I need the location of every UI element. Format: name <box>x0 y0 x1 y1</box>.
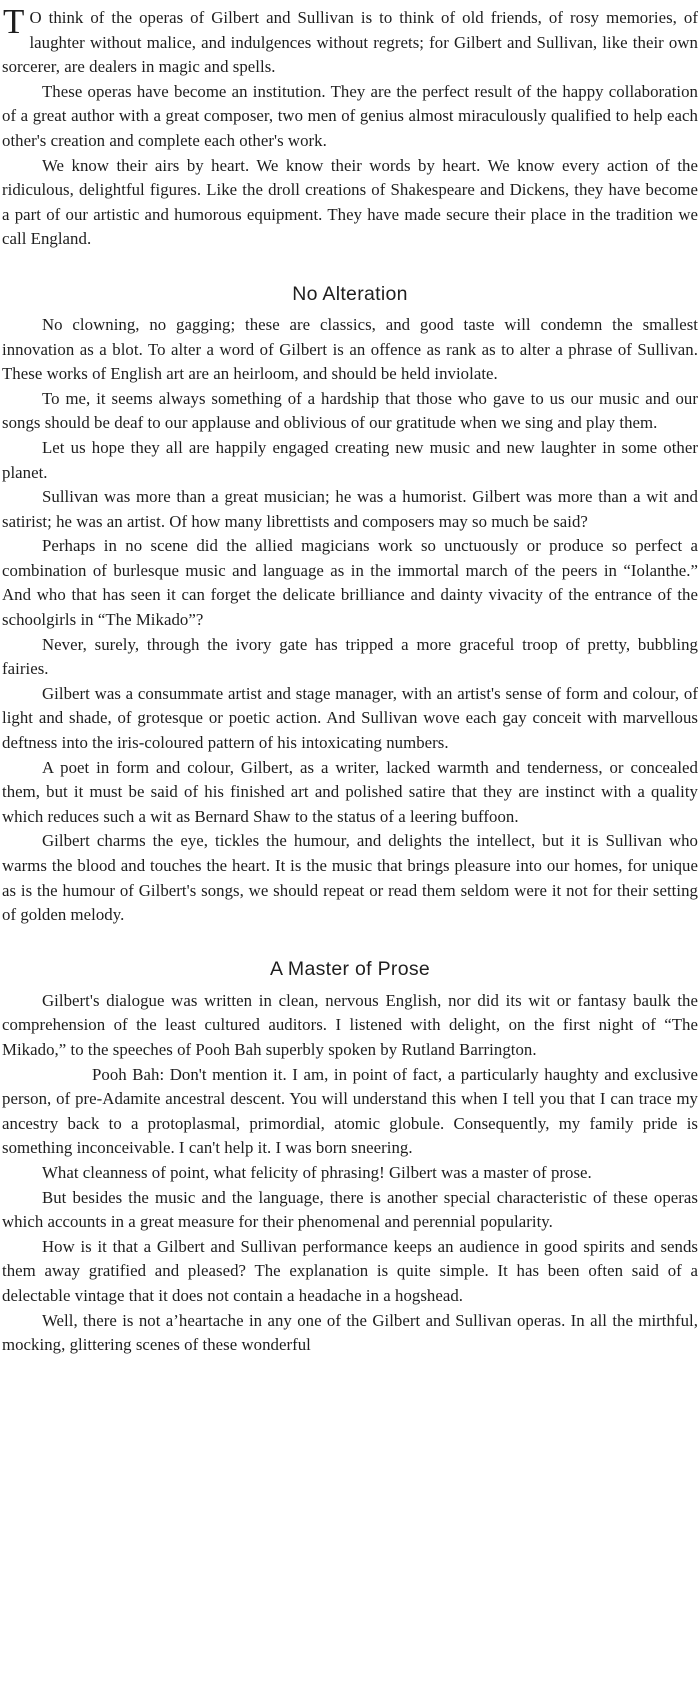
master-of-prose-paragraph: What cleanness of point, what felicity of phrasing! Gilbert was a master of prose. <box>42 1162 592 1182</box>
intro-paragraph-1 <box>2 2 698 80</box>
no-alteration-paragraph: No clowning, no gagging; these are classics, and good taste will condemn the smallest innovation as a blot. To alter a word of Gilbert is an offence as rank as to alter a phrase of Sullivan. These works of English art are an heirloom, and should be held inviolate. <box>2 314 698 384</box>
master-of-prose-paragraph: But besides the music and the language, there is another special characteristic of these operas which accounts in a great measure for their phenomenal and perennial popularity. <box>2 1187 698 1232</box>
master-of-prose-section <box>2 949 698 1358</box>
no-alteration-paragraph: Let us hope they all are happily engaged creating new music and new laughter in some other planet. <box>2 437 698 482</box>
no-alteration-paragraph: Sullivan was more than a great musician; he was a humorist. Gilbert was more than a wit and satirist; he was an artist. Of how many librettists and composers may so much be said? <box>2 487 698 531</box>
intro-paragraph-2: These operas have become an institution. They are the perfect result of the happy collaboration of a great author with a great composer, two men of genius almost miraculously qualified to help each other's creation and complete each other's work. <box>2 81 698 150</box>
pooh-bah-quote: Pooh Bah: Don't mention it. I am, in point of fact, a particularly haughty and exclusive person, of pre-Adamite ancestral descent. You will understand this when I tell you that I can trace my ancestry back to a protoplasmal, primordial, atomic globule. Consequently, my family pride is something inconceivable. I can't help it. I was born sneering. <box>2 1064 698 1158</box>
no-alteration-paragraph: Gilbert was a consummate artist and stage manager, with an artist's sense of form and colour, of light and shade, of grotesque or poetic action. And Sullivan wove each gay conceit with marvellous deftness into the iris-coloured pattern of his intoxicating numbers. <box>2 683 698 753</box>
no-alteration-section <box>2 275 698 928</box>
intro-paragraph-1-text: O think of the operas of Gilbert and Sullivan is to think of old friends, of rosy memories, of laughter without malice, and indulgences without regrets; for Gilbert and Sullivan, like their own sorcerer, are dealers in magic and spells. <box>2 8 698 77</box>
intro-paragraph-3: We know their airs by heart. We know their words by heart. We know every action of the ridiculous, delightful figures. Like the droll creations of Shakespeare and Dickens, they have become a part of our artistic and humorous equipment. They have made secure their place in the tradition we call England. <box>2 155 698 249</box>
no-alteration-paragraph: Perhaps in no scene did the allied magicians work so unctuously or produce so perfect a combination of burlesque music and language as in the immortal march of the peers in “Iolanthe.” And who that has seen it can forget the delicate brilliance and dainty vivacity of the entrance of the schoolgirls in “The Mikado”? <box>2 536 698 630</box>
drop-cap: T <box>3 2 25 41</box>
master-of-prose-paragraph: Well, there is not a’heartache in any one of the Gilbert and Sullivan operas. In all the mirthful, mocking, glittering scenes of these wonderful <box>2 1310 698 1355</box>
no-alteration-paragraph: Gilbert charms the eye, tickles the humour, and delights the intellect, but it is Sullivan who warms the blood and touches the heart. It is the music that brings pleasure into our homes, for unique as is the humour of Gilbert's songs, we should repeat or read them seldom were it not for their setting of golden melody. <box>2 831 698 925</box>
section-heading-no-alteration: No Alteration <box>292 282 408 305</box>
master-of-prose-paragraph: How is it that a Gilbert and Sullivan performance keeps an audience in good spirits and sends them away gratified and pleased? The explanation is quite simple. It has been often said of a delectable vintage that it does not contain a headache in a hogshead. <box>2 1236 698 1305</box>
no-alteration-paragraph: A poet in form and colour, Gilbert, as a writer, lacked warmth and tenderness, or concealed them, but it must be said of his finished art and polished satire that they are instinct with a quality which reduces such a wit as Bernard Shaw to the status of a leering buffoon. <box>2 757 698 826</box>
no-alteration-paragraph: Never, surely, through the ivory gate has tripped a more graceful troop of pretty, bubbling fairies. <box>2 634 698 679</box>
master-of-prose-paragraph-1: Gilbert's dialogue was written in clean, nervous English, nor did its wit or fantasy baulk the comprehension of the least cultured auditors. I listened with delight, on the first night of “The Mikado,” to the speeches of Pooh Bah superbly spoken by Rutland Barrington. <box>2 990 698 1059</box>
section-heading-master-of-prose: A Master of Prose <box>269 957 431 980</box>
no-alteration-paragraph: To me, it seems always something of a hardship that those who gave to us our music and our songs should be deaf to our applause and oblivious of our gratitude when we sing and play them. <box>2 388 698 433</box>
intro-section <box>2 2 698 252</box>
